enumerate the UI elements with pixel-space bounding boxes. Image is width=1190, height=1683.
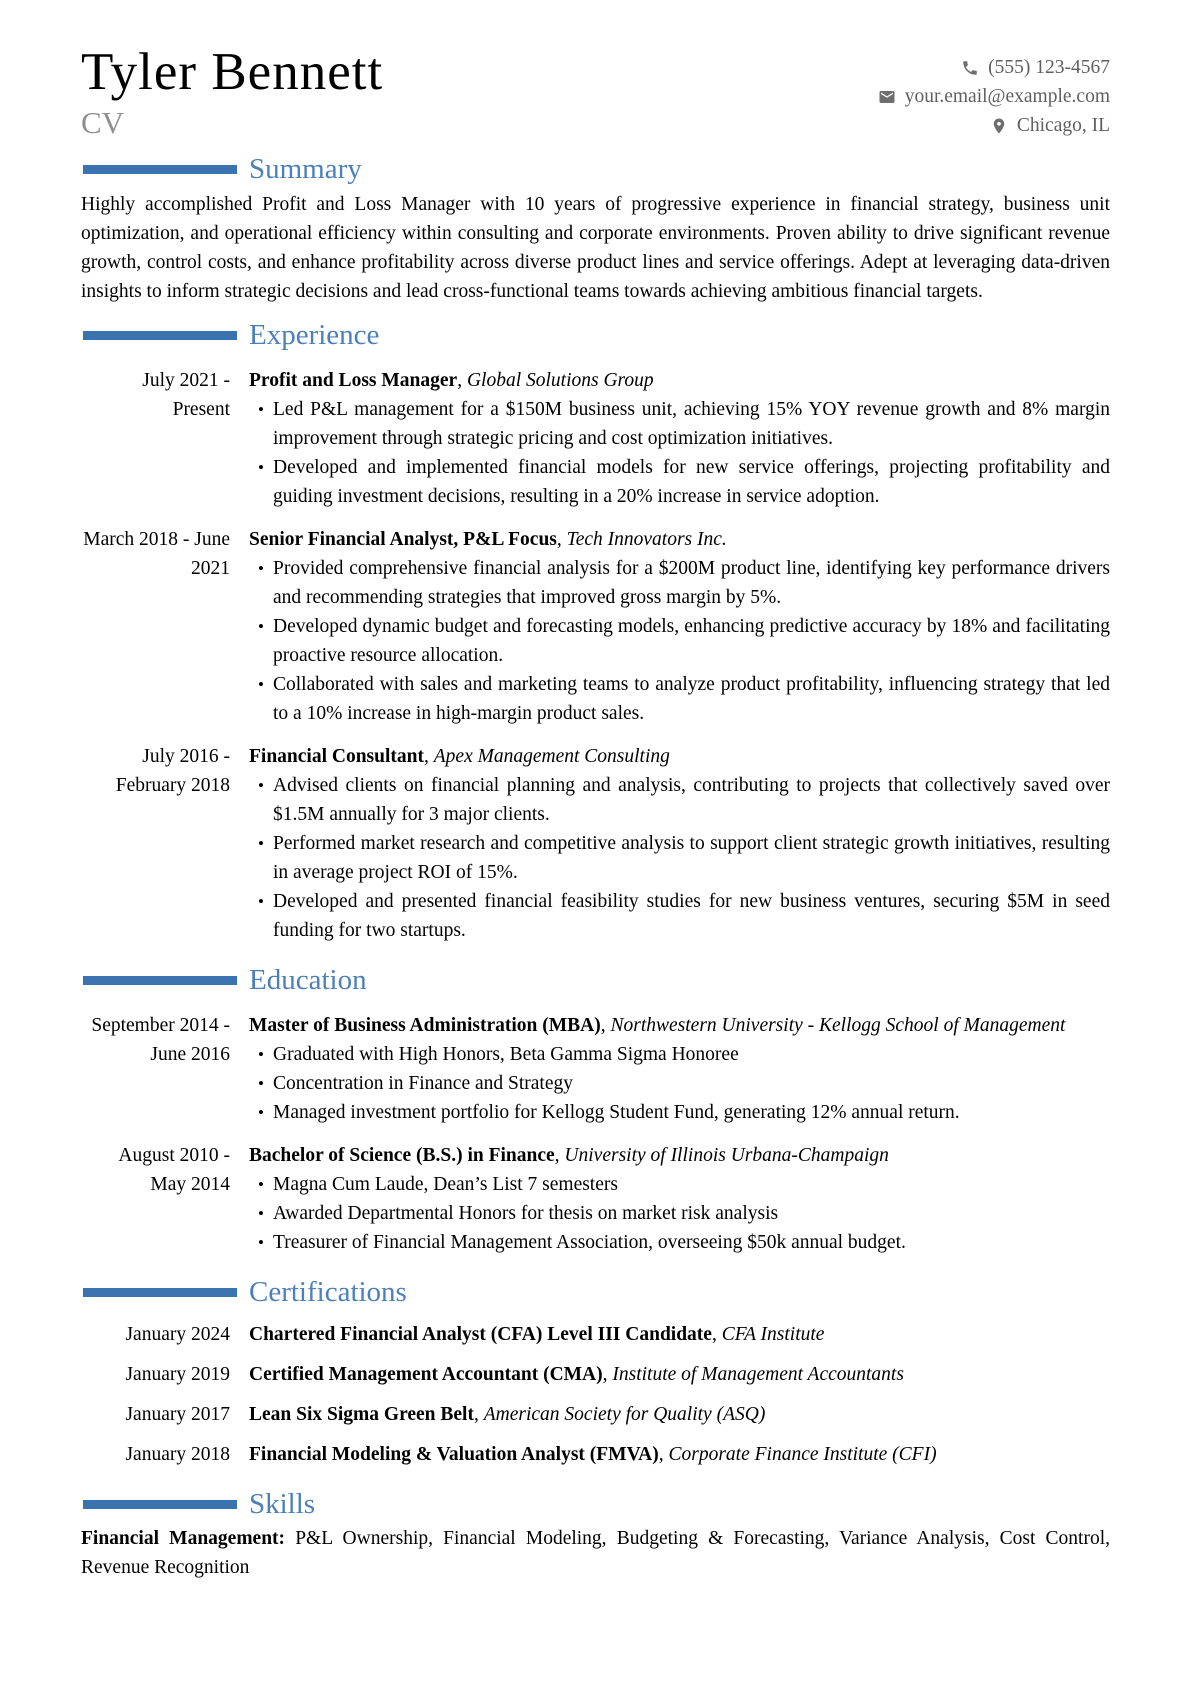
entry-title-line [249,1141,1110,1170]
experience-entry [81,742,1110,945]
certification-issuer: , CFA Institute [712,1324,825,1345]
experience-entry [81,525,1110,728]
certification-name: Chartered Financial Analyst (CFA) Level III Candidate [249,1323,712,1345]
entry-dates: July 2016 - February 2018 [115,745,230,796]
bullet-item: • Graduated with High Honors, Beta Gamma Sigma Honoree [249,1040,1110,1069]
phone-number: (555) 123-4567 [988,56,1110,78]
entry-dates: July 2021 - Present [142,369,230,420]
entry-dates: January 2017 [125,1403,230,1425]
phone-icon [961,59,979,77]
entry-dates: August 2010 - May 2014 [118,1144,230,1195]
header [81,44,1110,140]
school-name: , University of Illinois Urbana-Champaign [555,1145,889,1166]
entry-content [249,1320,1110,1349]
entry-content [249,1360,1110,1389]
section-skills [81,1489,1110,1583]
bullet-item: • Led P&L management for a $150M business unit, achieving 15% YOY revenue growth and 8% margin improvement through strategic pricing and cost optimization initiatives. [249,395,1110,453]
bullet-list [249,1040,1110,1127]
certification-issuer: , Institute of Management Accountants [603,1364,904,1385]
entry-content [249,1141,1110,1257]
job-title: Senior Financial Analyst, P&L Focus [249,528,557,550]
bullet-list [249,1170,1110,1257]
bullet-item: • Magna Cum Laude, Dean’s List 7 semesters [249,1170,1110,1199]
section-rule [83,331,237,340]
company-name: , Apex Management Consulting [424,746,670,767]
section-certifications-heading [81,1277,1110,1309]
section-summary-heading [81,154,1110,186]
contact-phone-row [878,53,1110,82]
bullet-item: • Concentration in Finance and Strategy [249,1069,1110,1098]
bullet-item: • Developed dynamic budget and forecasting models, enhancing predictive accuracy by 18% and facilitating proactive resource allocation. [249,612,1110,670]
entry-title-line [249,525,1110,554]
section-rule [83,165,237,174]
entry-title-line [249,366,1110,395]
job-title: Financial Consultant [249,745,424,767]
experience-entry [81,366,1110,511]
bullet-item: • Collaborated with sales and marketing teams to analyze product profitability, influencing strategy that led to a 10% increase in high-margin product sales. [249,670,1110,728]
bullet-item: • Treasurer of Financial Management Association, overseeing $50k annual budget. [249,1228,1110,1257]
email-address: your.email@example.com [904,85,1110,107]
section-title-skills: Skills [249,1487,316,1520]
envelope-icon [878,88,896,106]
company-name: , Global Solutions Group [457,370,653,391]
bullet-item: • Provided comprehensive financial analysis for a $200M product line, identifying key performance drivers and recommending strategies that improved gross margin by 5%. [249,554,1110,612]
certification-name: Certified Management Accountant (CMA) [249,1363,603,1385]
section-title-certifications: Certifications [249,1275,407,1308]
summary-text: Highly accomplished Profit and Loss Manager with 10 years of progressive experience in financial strategy, business unit optimization, and operational efficiency within consulting and corporate environments. Proven ability to drive significant revenue growth, control costs, and enhance profitability across diverse product lines and service offerings. Adept at leveraging data-driven insights to inform strategic decisions and lead cross-functional teams towards achieving ambitious financial targets. [81,193,1110,302]
section-title-experience: Experience [249,318,380,351]
entry-dates: January 2019 [125,1363,230,1385]
section-education [81,965,1110,1257]
section-skills-heading [81,1489,1110,1521]
bullet-item: • Developed and implemented financial models for new service offerings, projecting profitability and guiding investment decisions, resulting in a 20% increase in service adoption. [249,453,1110,511]
certification-issuer: , Corporate Finance Institute (CFI) [659,1444,937,1465]
section-title-education: Education [249,963,367,996]
skill-category-label: Financial Management: [81,1528,286,1550]
location-text: Chicago, IL [1016,114,1110,136]
section-certifications [81,1277,1110,1469]
entry-dates: January 2018 [125,1443,230,1465]
section-experience [81,320,1110,945]
contact-email-row [878,82,1110,111]
page-title: Tyler Bennett [81,43,384,101]
company-name: , Tech Innovators Inc. [557,529,727,550]
bullet-item: • Advised clients on financial planning and analysis, contributing to projects that collectively saved over $1.5M annually for 3 major clients. [249,771,1110,829]
header-identity [81,43,384,141]
certification-name: Lean Six Sigma Green Belt [249,1403,474,1425]
education-entry [81,1011,1110,1127]
skill-items: P&L Ownership, Financial Modeling, Budgeting & Forecasting, Variance Analysis, Cost Control, Revenue Recognition [81,1528,1110,1579]
certification-entry [81,1320,1110,1349]
entry-content [249,1011,1110,1127]
certification-entry [81,1400,1110,1429]
entry-title-line [249,742,1110,771]
certification-entry [81,1360,1110,1389]
section-rule [83,1288,237,1297]
skills-line [81,1524,1110,1582]
certification-entry [81,1440,1110,1469]
entry-dates: January 2024 [125,1323,230,1345]
school-name: , Northwestern University - Kellogg School of Management [601,1015,1066,1036]
entry-content [249,525,1110,728]
bullet-item: • Managed investment portfolio for Kellogg Student Fund, generating 12% annual return. [249,1098,1110,1127]
entry-dates: March 2018 - June 2021 [83,528,230,579]
bullet-list [249,395,1110,511]
cv-subtitle: CV [81,105,125,141]
job-title: Profit and Loss Manager [249,369,458,391]
entry-title-line [249,1011,1110,1040]
contact-info [878,53,1110,140]
entry-content [249,1440,1110,1469]
entry-content [249,742,1110,945]
section-rule [83,976,237,985]
bullet-list [249,771,1110,945]
entry-content [249,366,1110,511]
certification-issuer: , American Society for Quality (ASQ) [474,1404,765,1425]
section-summary [81,154,1110,306]
contact-location-row [878,111,1110,140]
bullet-item: • Awarded Departmental Honors for thesis on market risk analysis [249,1199,1110,1228]
bullet-item: • Performed market research and competitive analysis to support client strategic growth initiatives, resulting in average project ROI of 15%. [249,829,1110,887]
location-pin-icon [990,117,1008,135]
section-title-summary: Summary [249,153,362,185]
degree-title: Bachelor of Science (B.S.) in Finance [249,1144,555,1166]
section-experience-heading [81,320,1110,352]
section-rule [83,1500,237,1509]
education-entry [81,1141,1110,1257]
entry-content [249,1400,1110,1429]
entry-dates: September 2014 - June 2016 [91,1014,230,1065]
bullet-item: • Developed and presented financial feasibility studies for new business ventures, securing $5M in seed funding for two startups. [249,887,1110,945]
bullet-list [249,554,1110,728]
degree-title: Master of Business Administration (MBA) [249,1014,601,1036]
section-education-heading [81,965,1110,997]
certification-name: Financial Modeling & Valuation Analyst (FMVA) [249,1443,659,1465]
